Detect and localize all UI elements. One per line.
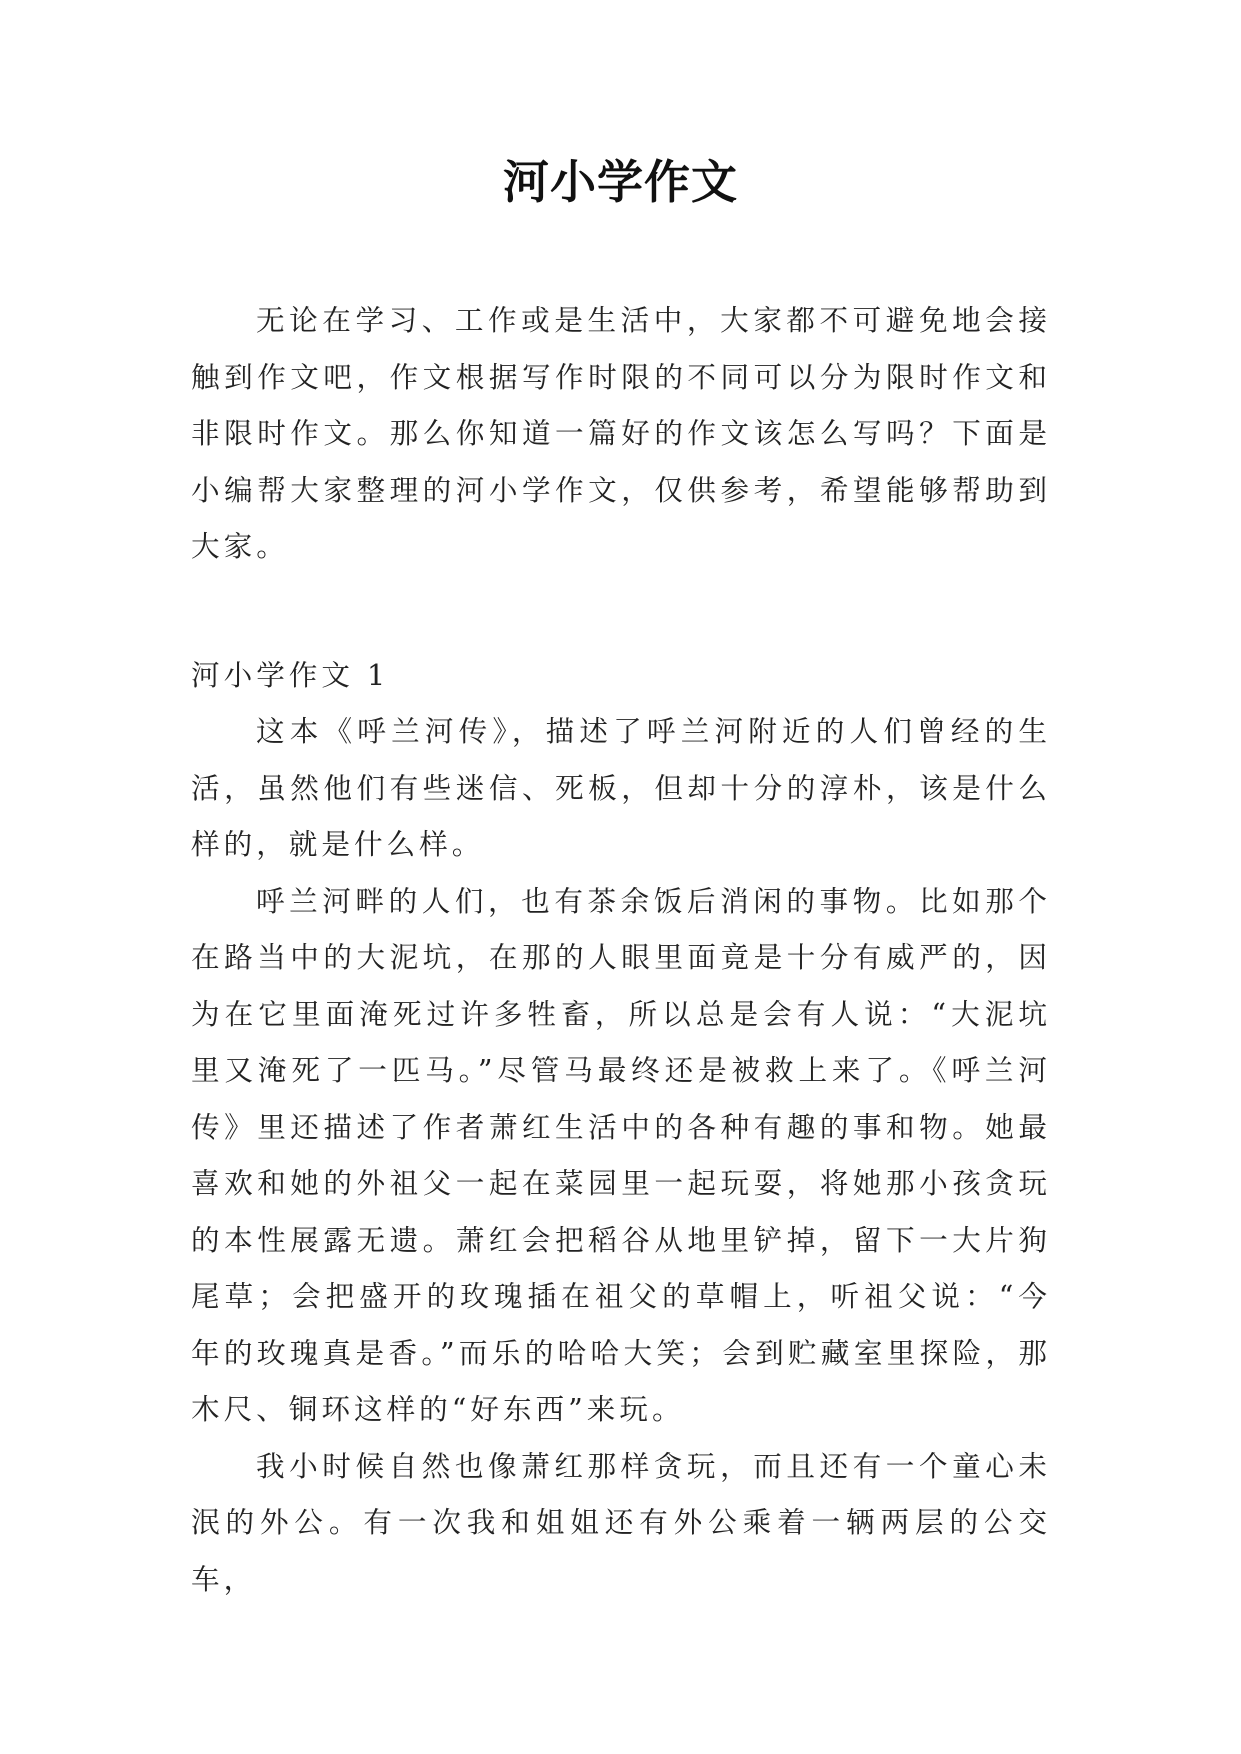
document-body: [191, 292, 1051, 1607]
body-paragraph: 呼兰河畔的人们，也有茶余饭后消闲的事物。比如那个在路当中的大泥坑，在那的人眼里面竟是十分有威严的，因为在它里面淹死过许多牲畜，所以总是会有人说：“大泥坑里又淹死了一匹马。”尽管马最终还是被救上来了。《呼兰河传》里还描述了作者萧红生活中的各种有趣的事和物。她最喜欢和她的外祖父一起在菜园里一起玩耍，将她那小孩贪玩的本性展露无遗。萧红会把稻谷从地里铲掉，留下一大片狗尾草；会把盛开的玫瑰插在祖父的草帽上，听祖父说：“今年的玫瑰真是香。”而乐的哈哈大笑；会到贮藏室里探险，那木尺、铜环这样的“好东西”来玩。: [191, 883, 1051, 1426]
body-paragraph: 我小时候自然也像萧红那样贪玩，而且还有一个童心未泯的外公。有一次我和姐姐还有外公乘着一辆两层的公交车，: [191, 1448, 1051, 1596]
document-title: 河小学作文: [503, 155, 738, 209]
section-heading: 河小学作文 1: [191, 657, 390, 692]
intro-paragraph: 无论在学习、工作或是生活中，大家都不可避免地会接触到作文吧，作文根据写作时限的不同可以分为限时作文和非限时作文。那么你知道一篇好的作文该怎么写吗？下面是小编帮大家整理的河小学作文，仅供参考，希望能够帮助到大家。: [191, 303, 1051, 563]
body-paragraph: 这本《呼兰河传》，描述了呼兰河附近的人们曾经的生活，虽然他们有些迷信、死板，但却十分的淳朴，该是什么样的，就是什么样。: [191, 714, 1051, 861]
